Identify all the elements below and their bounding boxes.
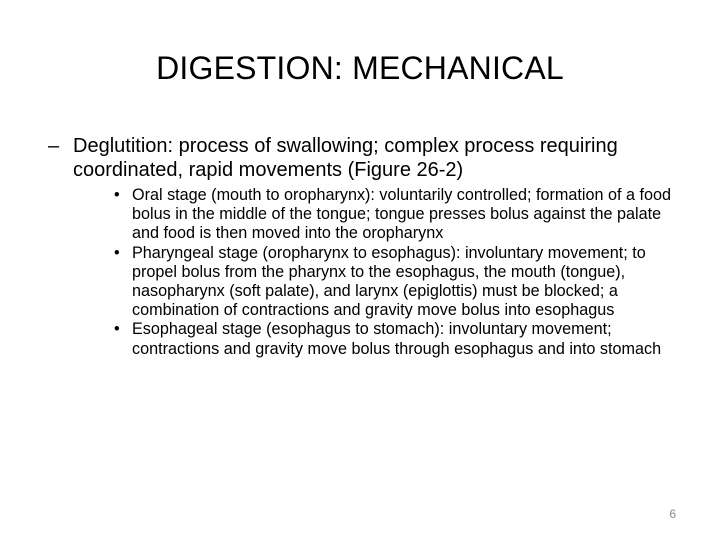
dash-marker: –: [48, 135, 60, 157]
sub-bullet-list: [108, 186, 688, 359]
bullet-marker: •: [114, 243, 120, 262]
slide-content: [48, 134, 688, 359]
page-number: 6: [669, 507, 676, 521]
bullet-marker: •: [114, 320, 120, 339]
sub-bullet-esophageal-stage: [108, 320, 688, 358]
sub-bullet-pharyngeal-stage: [108, 244, 688, 321]
main-bullet: [48, 134, 688, 182]
sub-bullet-oral-stage: [108, 186, 688, 244]
sub-bullet-text: Oral stage (mouth to oropharynx): voluntarily controlled; formation of a food bolus in the middle of the tongue; tongue presses bolus against the palate and food is then moved into the oropharynx: [132, 186, 671, 243]
slide-title: DIGESTION: MECHANICAL: [156, 50, 564, 86]
sub-bullet-text: Esophageal stage (esophagus to stomach): involuntary movement; contractions and gravity move bolus through esophagus and into stomach: [132, 320, 662, 358]
main-bullet-text: Deglutition: process of swallowing; complex process requiring coordinated, rapid movements (Figure 26-2): [73, 135, 618, 181]
sub-bullet-text: Pharyngeal stage (oropharynx to esophagus): involuntary movement; to propel bolus from the pharynx to the esophagus, the mouth (tongue), nasopharynx (soft palate), and larynx (epiglottis) must be blocked; a combination of contractions and gravity move bolus into esophagus: [132, 243, 646, 320]
bullet-marker: •: [114, 186, 120, 204]
